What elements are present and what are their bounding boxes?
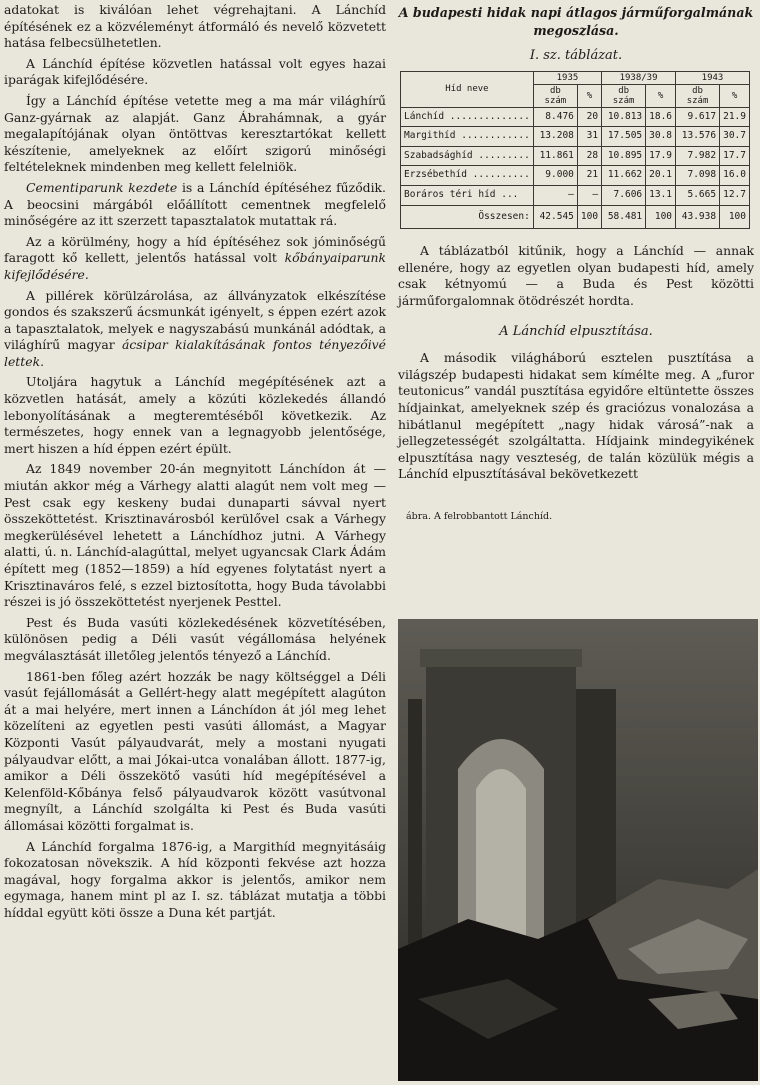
right-column bbox=[398, 4, 754, 533]
paragraph: Utoljára hagytuk a Lánchíd megépítésének azt a közvetlen hatását, amely a közúti közlekedés állandó lebonyolításának a megteremtéséből következik. Az természetes, hogy ennek van a legnagyobb jelentősége, mert hiszen a híd éppen ezért épült. bbox=[4, 374, 386, 456]
table-cell: 7.606 bbox=[602, 185, 646, 205]
paragraph: A Lánchíd forgalma 1876-ig, a Margithíd megnyitásáig fokozatosan növekszik. A híd központi fekvése azt hozza magával, hogy forgalma akkor is jelentős, amikor nem egymaga, hanem mint pl az I. sz. táblázat mutatja a többi híddal együtt köti össze a Duna két partját. bbox=[4, 838, 386, 920]
table-cell-bridge-name: Boráros téri híd ... bbox=[401, 185, 534, 205]
italic-tail: ácsipar kialakításának fontos tényezőivé lettek. bbox=[4, 337, 386, 369]
paragraph: A Lánchíd építése közvetlen hatással volt egyes hazai iparágak kifejlődésére. bbox=[4, 55, 386, 88]
table-header-year: 1943 bbox=[676, 71, 750, 84]
paragraph bbox=[4, 288, 386, 371]
table-cell: — bbox=[533, 185, 577, 205]
table-subheader: db szám bbox=[533, 84, 577, 107]
table-cell: 13.208 bbox=[533, 127, 577, 147]
italic-tail: kőbányaiparunk kifejlődésére. bbox=[4, 250, 386, 282]
table-header-year: 1935 bbox=[533, 71, 601, 84]
table-total-row bbox=[401, 205, 750, 229]
table-cell: 17.505 bbox=[602, 127, 646, 147]
table-cell: 30.8 bbox=[646, 127, 676, 147]
table-cell-bridge-name: Lánchíd .............. bbox=[401, 107, 534, 127]
table-subheader: % bbox=[646, 84, 676, 107]
table-cell: 18.6 bbox=[646, 107, 676, 127]
paragraph: Az 1849 november 20-án megnyitott Lánchídon át — miután akkor még a Várhegy alatti alagút nem volt meg — Pest csak egy keskeny budai dunaparti sávval nyert összeköttetést. Krisztinavárosból kerülővel csak a Várhegy megkerülésével lehetett a Lánchídhoz jutni. A Várhegy alatti, ú. n. Lánchíd-alagúttal, melyet ugyancsak Clark Ádám épített meg (1852—1859) a híd egyenes folytatást nyert a Krisztinaváros felé, s ezzel biztosította, hogy Buda távolabbi részei is jó összeköttetést nyerjenek Pesttel. bbox=[4, 461, 386, 610]
table-cell: 13.1 bbox=[646, 185, 676, 205]
table-cell: 16.0 bbox=[720, 166, 750, 186]
section-title: A Lánchíd elpusztítása. bbox=[499, 323, 653, 339]
table-cell-bridge-name: Erzsébethíd .......... bbox=[401, 166, 534, 186]
table-cell: 9.617 bbox=[676, 107, 720, 127]
table-cell-bridge-name: Margithíd ............ bbox=[401, 127, 534, 147]
table-cell: 21.9 bbox=[720, 107, 750, 127]
table-cell: 17.9 bbox=[646, 146, 676, 166]
figure-caption: ábra. A felrobbantott Lánchíd. bbox=[406, 510, 553, 522]
paragraph: adatokat is kiválóan lehet végrehajtani. A Lánchíd építésének ez a közvéleményt átformáló és nevelő közvetett hatása felbecsülhetetlen. bbox=[4, 2, 386, 51]
table-cell: 20.1 bbox=[646, 166, 676, 186]
table-subheader: db szám bbox=[676, 84, 720, 107]
table-cell: 31 bbox=[577, 127, 601, 147]
table-header-name: Híd neve bbox=[401, 71, 534, 107]
paragraph-text: A pillérek körülzárolása, az állványzatok elkészítése gondos és szakszerű ácsmunkát igényelt, s éppen ezért azok a tapasztalatok, melyek e nagyszabású munkánál adódtak, a világhírű magyar bbox=[4, 287, 386, 353]
table-row bbox=[401, 146, 750, 166]
table-cell: 30.7 bbox=[720, 127, 750, 147]
table-cell: 5.665 bbox=[676, 185, 720, 205]
paragraph: Pest és Buda vasúti közlekedésének közvetítésében, különösen pedig a Déli vasút végállomása helyének megválasztását illetőleg jelentős tényező a Lánchíd. bbox=[4, 614, 386, 663]
table-body bbox=[401, 107, 750, 205]
table-cell-bridge-name: Szabadsághíd ......... bbox=[401, 146, 534, 166]
table-cell: 7.982 bbox=[676, 146, 720, 166]
paragraph-text: Az a körülmény, hogy a híd építéséhez sok jóminőségű faragott kő kellett, jelentős hatással volt bbox=[4, 233, 386, 266]
table-cell: 42.545 bbox=[533, 205, 577, 229]
table-subtitle: I. sz. táblázat. bbox=[529, 48, 623, 63]
bridge-ruins-image bbox=[398, 619, 758, 1081]
table-row bbox=[401, 185, 750, 205]
table-subheader: % bbox=[577, 84, 601, 107]
table-header-year: 1938/39 bbox=[602, 71, 676, 84]
table-row bbox=[401, 127, 750, 147]
table-cell: 10.813 bbox=[602, 107, 646, 127]
paragraph bbox=[4, 234, 386, 284]
paragraph: Így a Lánchíd építése vetette meg a ma már világhírű Ganz-gyárnak az alapját. Ganz Ábrahámnak, a gyár megalapítójának olyan öntöttvas keresztartókat kellett készítenie, amelyeknek az előírt szigorú minőségi feltételeknek mindenben meg kellett felelniök. bbox=[4, 92, 386, 175]
table-cell: 9.000 bbox=[533, 166, 577, 186]
table-cell: 20 bbox=[577, 107, 601, 127]
traffic-table bbox=[400, 71, 750, 230]
table-cell: — bbox=[577, 185, 601, 205]
table-cell: 43.938 bbox=[676, 205, 720, 229]
table-cell: 7.098 bbox=[676, 166, 720, 186]
bridge-photo bbox=[398, 619, 758, 1081]
paragraph: A második világháború esztelen pusztítása a világszép budapesti hidakat sem kímélte meg. A „furor teutonicus” vandál pusztítása egyidőre eltüntette összes hídjainkat, amelyeknek szép és graciózus vonalozása a hibátlanul megépített „nagy hidak városá”-nak a jellegzetességét szolgáltatta. Hídjaink mindegyikének elpusztítása nagy veszteség, de talán közülük mégis a Lánchíd elpusztításával bekövetkezett bbox=[398, 350, 754, 482]
table-title: A budapesti hidak napi átlagos járműforgalmának megoszlása. bbox=[398, 5, 754, 38]
table-row bbox=[401, 166, 750, 186]
paragraph-text: is a Lánchíd építéséhez fűződik. A beocsini márgából előállított cementnek megfelelő minőségére az itt szerzett tapasztalatok mutattak rá. bbox=[4, 179, 386, 229]
table-cell: 100 bbox=[720, 205, 750, 229]
table-row bbox=[401, 107, 750, 127]
table-total-label: Összesen: bbox=[401, 205, 534, 229]
table-cell: 17.7 bbox=[720, 146, 750, 166]
table-cell: 21 bbox=[577, 166, 601, 186]
bridge-pillar bbox=[408, 649, 616, 959]
table-cell: 8.476 bbox=[533, 107, 577, 127]
table-cell: 10.895 bbox=[602, 146, 646, 166]
italic-lead: Cementiparunk kezdete bbox=[26, 179, 178, 195]
table-cell: 28 bbox=[577, 146, 601, 166]
paragraph bbox=[4, 180, 386, 230]
table-cell: 13.576 bbox=[676, 127, 720, 147]
table-cell: 12.7 bbox=[720, 185, 750, 205]
table-cell: 100 bbox=[577, 205, 601, 229]
table-subheader: db szám bbox=[602, 84, 646, 107]
table-subheader: % bbox=[720, 84, 750, 107]
table-cell: 100 bbox=[646, 205, 676, 229]
paragraph: A táblázatból kitűnik, hogy a Lánchíd — annak ellenére, hogy az egyetlen olyan budapesti híd, amely csak kétnyomú — a Buda és Pest közötti járműforgalomnak ötödrészét hordta. bbox=[398, 243, 754, 308]
table-cell: 58.481 bbox=[602, 205, 646, 229]
paragraph: 1861-ben főleg azért hozzák be nagy költséggel a Déli vasút fejállomását a Gellért-hegy alatt megépített alagúton át a mai helyére, mert innen a Lánchídon át jól meg lehet közelíteni az egyetlen pesti vasúti állomást, a Magyar Központi Vasút pályaudvarát, mely a mostani nyugati pályaudvar előtt, a mai Jókai-utca vonalában állott. 1877-ig, amikor a Déli összekötő vasúti híd megépítésével a Kelenföld-Kőbánya felső pályaudvarok között vasútvonal megnyílt, a Lánchíd szolgálta ki Pest és Buda vasúti állomásai közötti forgalmat is. bbox=[4, 668, 386, 833]
table-cell: 11.662 bbox=[602, 166, 646, 186]
left-column bbox=[4, 2, 386, 925]
table-cell: 11.861 bbox=[533, 146, 577, 166]
